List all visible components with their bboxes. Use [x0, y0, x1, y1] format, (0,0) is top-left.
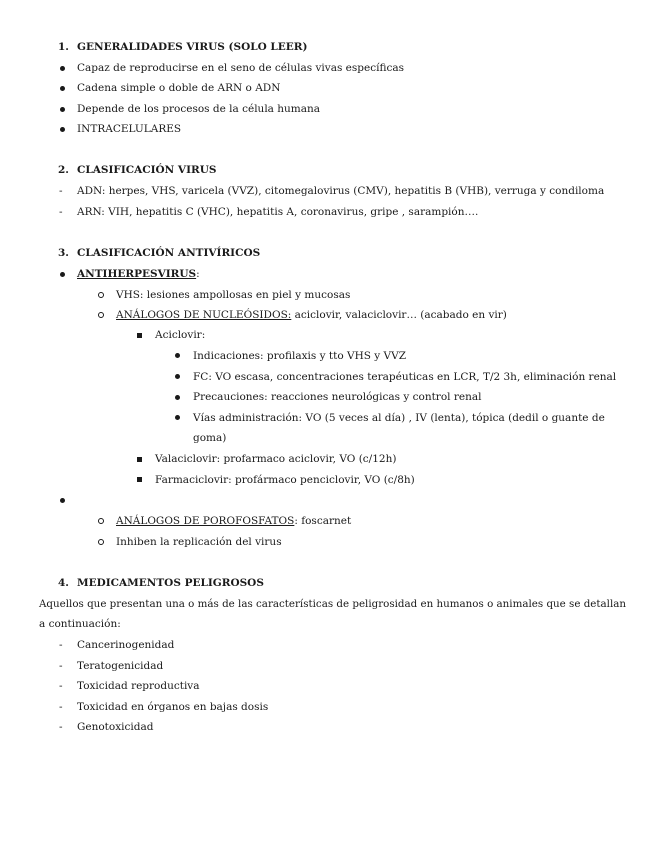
s4-intro-line-1: Aquellos que presentan una o más de las características de peligrosidad en humanos o animales que se detallan [39, 598, 627, 610]
s4-item: Genotoxicidad [77, 721, 154, 733]
s4-intro-line-2: a continuación: [39, 618, 121, 630]
section-2-title: CLASIFICACIÓN VIRUS [77, 164, 217, 176]
antiherpes-colon: : [196, 268, 200, 280]
antiherpes-heading [77, 267, 200, 281]
bullet-circle-icon [98, 292, 104, 298]
analogos-porofosfatos-label: ANÁLOGOS DE POROFOSFATOS [116, 515, 295, 527]
bullet-disc-icon [60, 127, 65, 132]
aciclovir-item: Aciclovir: [155, 329, 206, 341]
bullet-circle-icon [98, 518, 104, 524]
aciclovir-detail-continued: goma) [193, 432, 227, 444]
aciclovir-detail: Indicaciones: profilaxis y tto VHS y VVZ [193, 350, 406, 362]
section-3-title: CLASIFICACIÓN ANTIVÍRICOS [77, 247, 261, 259]
vhs-item: VHS: lesiones ampollosas en piel y mucosas [116, 289, 351, 301]
analogos-nucleosidos-label: ANÁLOGOS DE NUCLEÓSIDOS: [116, 309, 292, 321]
bullet-disc-icon [175, 395, 180, 400]
s1-item: Capaz de reproducirse en el seno de células vivas específicas [77, 62, 404, 74]
s2-item: ADN: herpes, VHS, varicela (VVZ), citomegalovirus (CMV), hepatitis B (VHB), verruga y condiloma [77, 185, 605, 197]
section-3-number: 3. [58, 247, 69, 259]
bullet-disc-icon [60, 498, 65, 503]
valaciclovir-item: Valaciclovir: profarmaco aciclovir, VO (c/12h) [155, 453, 397, 465]
bullet-circle-icon [98, 539, 104, 545]
section-2-number: 2. [58, 164, 69, 176]
bullet-disc-icon [60, 107, 65, 112]
analogos-porofosfatos-text: : foscarnet [294, 515, 352, 527]
section-4-number: 4. [58, 577, 69, 589]
dash-marker: - [59, 680, 63, 692]
bullet-square-icon [137, 457, 142, 462]
analogos-porofosfatos-item [116, 514, 351, 528]
s4-item: Toxicidad reproductiva [77, 680, 200, 692]
dash-marker: - [59, 660, 63, 672]
section-1-number: 1. [58, 41, 69, 53]
section-4-title: MEDICAMENTOS PELIGROSOS [77, 577, 264, 589]
s4-item: Teratogenicidad [77, 660, 164, 672]
bullet-square-icon [137, 477, 142, 482]
bullet-disc-icon [60, 66, 65, 71]
s1-item: Depende de los procesos de la célula humana [77, 103, 321, 115]
dash-marker: - [59, 701, 63, 713]
s1-item: Cadena simple o doble de ARN o ADN [77, 82, 281, 94]
s4-item: Toxicidad en órganos en bajas dosis [77, 701, 269, 713]
bullet-disc-icon [175, 353, 180, 358]
s2-item: ARN: VIH, hepatitis C (VHC), hepatitis A, coronavirus, gripe , sarampión…. [77, 206, 479, 218]
bullet-disc-icon [60, 86, 65, 91]
dash-marker: - [59, 206, 63, 218]
bullet-disc-icon [175, 374, 180, 379]
bullet-disc-icon [60, 272, 65, 277]
analogos-nucleosidos-item [116, 308, 507, 322]
section-1-title: GENERALIDADES VIRUS (SOLO LEER) [77, 41, 308, 53]
bullet-disc-icon [175, 415, 180, 420]
bullet-square-icon [137, 333, 142, 338]
inhiben-item: Inhiben la replicación del virus [116, 536, 282, 548]
s1-item: INTRACELULARES [77, 123, 182, 135]
aciclovir-detail: Precauciones: reacciones neurológicas y control renal [193, 391, 482, 403]
dash-marker: - [59, 721, 63, 733]
dash-marker: - [59, 639, 63, 651]
dash-marker: - [59, 185, 63, 197]
bullet-circle-icon [98, 312, 104, 318]
antiherpes-label: ANTIHERPESVIRUS [77, 268, 197, 280]
analogos-nucleosidos-text: aciclovir, valaciclovir… (acabado en vir) [291, 309, 507, 321]
farmaciclovir-item: Farmaciclovir: profármaco penciclovir, VO (c/8h) [155, 474, 415, 486]
s4-item: Cancerinogenidad [77, 639, 175, 651]
aciclovir-detail: Vías administración: VO (5 veces al día) , IV (lenta), tópica (dedil o guante de [193, 412, 605, 424]
aciclovir-detail: FC: VO escasa, concentraciones terapéuticas en LCR, T/2 3h, eliminación renal [193, 371, 617, 383]
